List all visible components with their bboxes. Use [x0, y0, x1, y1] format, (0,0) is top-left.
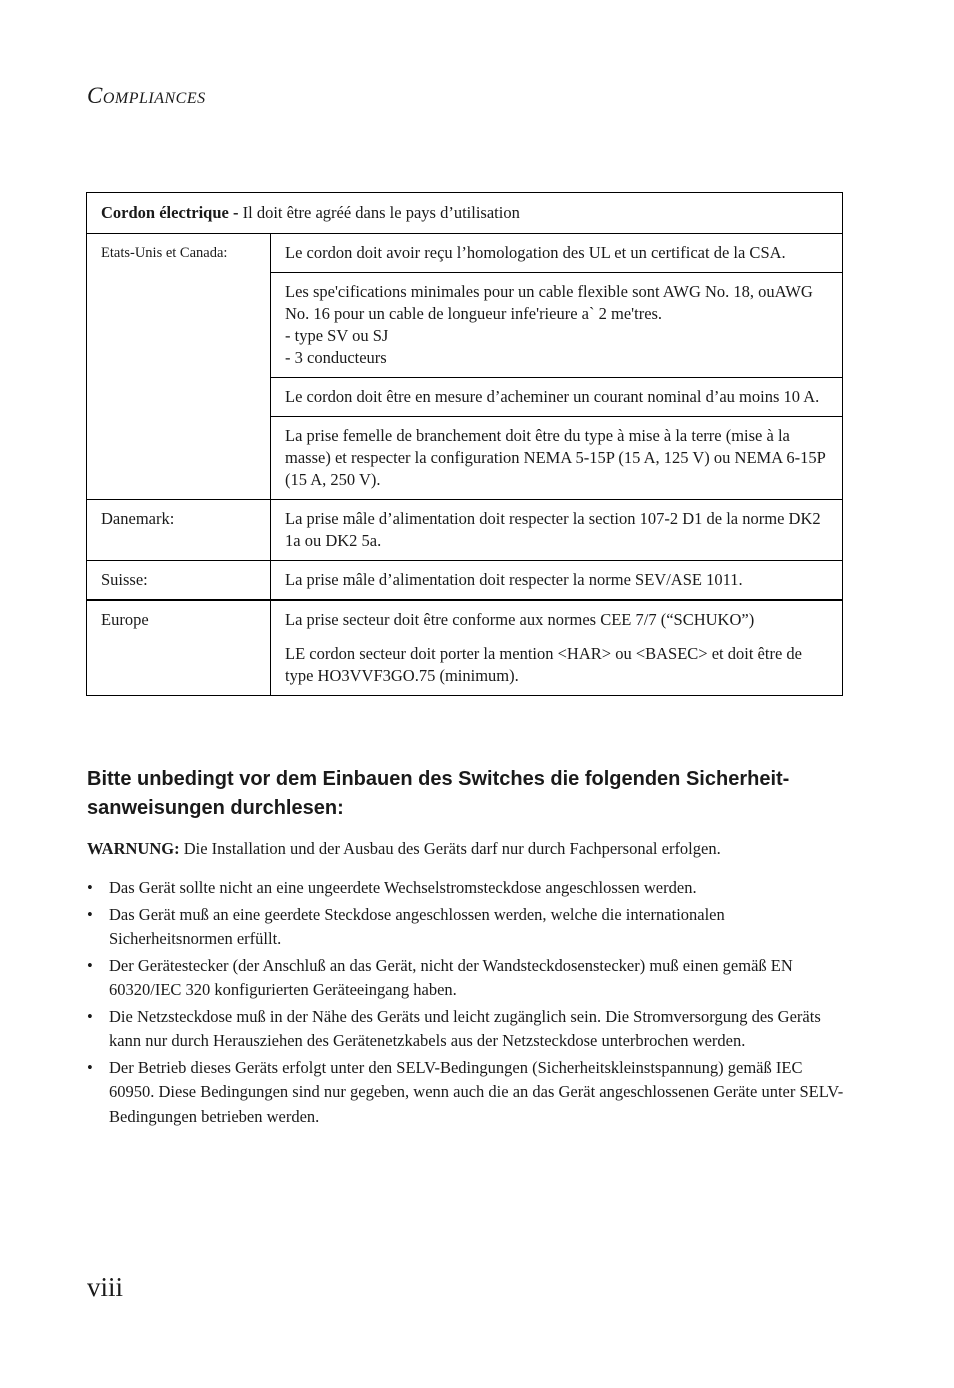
table-title-row [87, 193, 843, 234]
requirement-cell [271, 600, 843, 696]
requirement-line: - type SV ou SJ [285, 326, 389, 345]
bullet-symbol: • [87, 904, 93, 924]
list-item-text: Die Netzsteckdose muß in der Nähe des Geräts und leicht zugänglich sein. Die Stromversorgung des Geräts kann nur durch Herausziehen des Gerätenetzkabels aus der Netzsteckdose unterbrochen werden. [109, 1006, 821, 1050]
table-title-text: Il doit être agréé dans le pays d’utilisation [238, 203, 520, 222]
warning-text: Die Installation und der Ausbau des Geräts darf nur durch Fachpersonal erfolgen. [179, 839, 721, 858]
table-title-bold: Cordon électrique - [101, 203, 239, 222]
safety-instructions-list [87, 876, 847, 1131]
list-item-text: Der Gerätestecker (der Anschluß an das Gerät, nicht der Wandsteckdosenstecker) muß einen gemäß EN 60320/IEC 320 konfigurierten Geräteeingang haben. [109, 955, 793, 999]
requirement-cell: La prise mâle d’alimentation doit respecter la norme SEV/ASE 1011. [271, 561, 843, 601]
list-item-text: Der Betrieb dieses Geräts erfolgt unter den SELV-Bedingungen (Sicherheitskleinstspannung) gemäß IEC 60950. Diese Bedingungen sind nur gegeben, wenn auch die an das Gerät angeschlossenen Geräte unter SELV-Bedingungen betrieben werden. [109, 1057, 844, 1126]
bullet-symbol: • [87, 955, 93, 975]
requirement-cell: La prise mâle d’alimentation doit respecter la section 107-2 D1 de la norme DK2 1a ou DK2 5a. [271, 500, 843, 561]
power-cord-table [86, 192, 843, 696]
bullet-symbol: • [87, 1057, 93, 1077]
table-row [87, 500, 843, 561]
running-header-cap: C [87, 83, 103, 108]
list-item [87, 903, 847, 952]
requirement-multiline [285, 281, 828, 369]
table-row [87, 561, 843, 601]
list-item-text: Das Gerät sollte nicht an eine ungeerdete Wechselstromsteckdose angeschlossen werden. [109, 878, 697, 897]
country-cell: Danemark: [87, 500, 271, 561]
table-row [87, 600, 843, 696]
requirement-cell: Le cordon doit avoir reçu l’homologation des UL et un certificat de la CSA. [271, 234, 843, 273]
list-item-text: Das Gerät muß an eine geerdete Steckdose angeschlossen werden, welche die internationalen Sicherheitsnormen erfüllt. [109, 904, 725, 948]
requirement-paragraph: La prise secteur doit être conforme aux normes CEE 7/7 (“SCHUKO”) [285, 610, 755, 629]
table-row [87, 234, 843, 273]
warning-paragraph [87, 838, 847, 860]
requirement-line: - 3 conducteurs [285, 348, 387, 367]
running-header [87, 83, 206, 109]
country-cell: Suisse: [87, 561, 271, 601]
requirement-cell: Le cordon doit être en mesure d’acheminer un courant nominal d’au moins 10 A. [271, 378, 843, 417]
list-item [87, 1005, 847, 1054]
page-number: viii [87, 1272, 124, 1302]
requirement-line: Les spe'cifications minimales pour un cable flexible sont AWG No. 18, ouAWG No. 16 pour un cable de longueur infe'rieure a` 2 me'tres. [285, 282, 813, 323]
list-item [87, 876, 847, 901]
list-item [87, 954, 847, 1003]
warning-label: WARNUNG: [87, 839, 180, 858]
requirement-cell: La prise femelle de branchement doit être du type à mise à la terre (mise à la masse) et respecter la configuration NEMA 5-15P (15 A, 125 V) ou NEMA 6-15P (15 A, 250 V). [271, 417, 843, 500]
requirement-cell [271, 273, 843, 378]
requirement-paragraph: LE cordon secteur doit porter la mention <HAR> ou <BASEC> et doit être de type HO3VVF3GO.75 (minimum). [285, 644, 802, 685]
running-header-rest: OMPLIANCES [102, 90, 206, 107]
country-cell: Etats-Unis et Canada: [87, 234, 271, 500]
bullet-symbol: • [87, 1006, 93, 1026]
section-heading: Bitte unbedingt vor dem Einbauen des Switches die folgenden Sicherheit-sanweisungen durchlesen: [87, 768, 790, 819]
list-item [87, 1056, 847, 1130]
bullet-symbol: • [87, 878, 93, 897]
country-cell: Europe [87, 600, 271, 696]
